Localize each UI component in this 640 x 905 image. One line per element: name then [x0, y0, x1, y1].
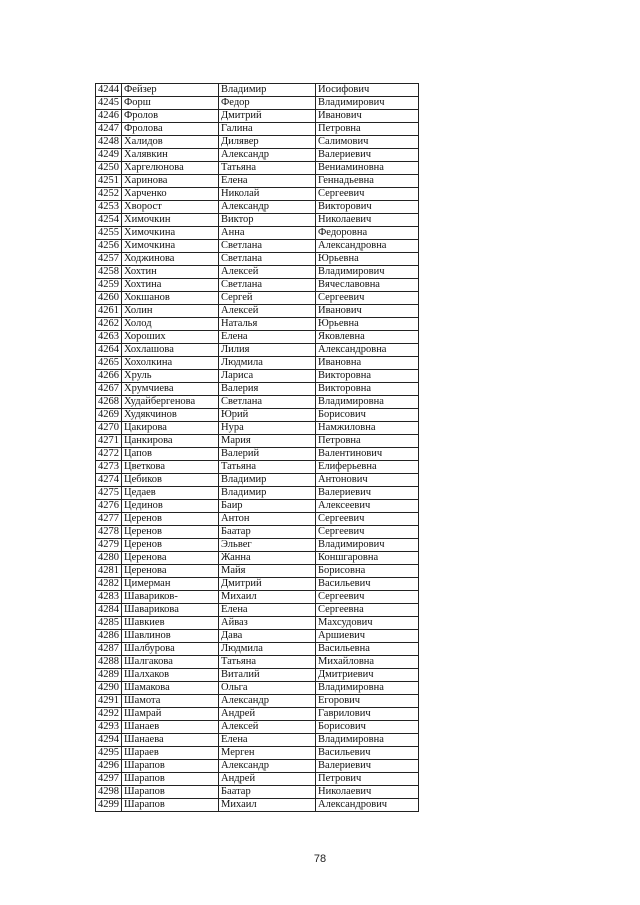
patronymic-cell: Викторовна [316, 370, 419, 383]
first-name-cell: Баатар [219, 786, 316, 799]
row-number: 4294 [96, 734, 122, 747]
last-name-cell: Шанаев [122, 721, 219, 734]
row-number: 4266 [96, 370, 122, 383]
table-row [96, 123, 419, 136]
row-number: 4257 [96, 253, 122, 266]
table-row [96, 799, 419, 812]
patronymic-cell: Вячеславовна [316, 279, 419, 292]
table-row [96, 318, 419, 331]
patronymic-cell: Михайловна [316, 656, 419, 669]
table-row [96, 136, 419, 149]
table-row [96, 370, 419, 383]
patronymic-cell: Петровна [316, 435, 419, 448]
patronymic-cell: Викторович [316, 201, 419, 214]
table-row [96, 279, 419, 292]
first-name-cell: Елена [219, 604, 316, 617]
row-number: 4268 [96, 396, 122, 409]
last-name-cell: Худайбергенова [122, 396, 219, 409]
table-row [96, 188, 419, 201]
table-row [96, 292, 419, 305]
first-name-cell: Александр [219, 760, 316, 773]
patronymic-cell: Елиферьевна [316, 461, 419, 474]
first-name-cell: Федор [219, 97, 316, 110]
last-name-cell: Хрумчиева [122, 383, 219, 396]
patronymic-cell: Александровна [316, 240, 419, 253]
row-number: 4282 [96, 578, 122, 591]
row-number: 4288 [96, 656, 122, 669]
table-row [96, 162, 419, 175]
last-name-cell: Цапов [122, 448, 219, 461]
patronymic-cell: Яковлевна [316, 331, 419, 344]
row-number: 4287 [96, 643, 122, 656]
first-name-cell: Александр [219, 149, 316, 162]
last-name-cell: Хохлашова [122, 344, 219, 357]
table-row [96, 487, 419, 500]
first-name-cell: Лилия [219, 344, 316, 357]
table-row [96, 734, 419, 747]
last-name-cell: Цветкова [122, 461, 219, 474]
row-number: 4245 [96, 97, 122, 110]
patronymic-cell: Александровна [316, 344, 419, 357]
first-name-cell: Юрий [219, 409, 316, 422]
table-row [96, 396, 419, 409]
first-name-cell: Дмитрий [219, 110, 316, 123]
patronymic-cell: Ивановна [316, 357, 419, 370]
last-name-cell: Шанаева [122, 734, 219, 747]
patronymic-cell: Егорович [316, 695, 419, 708]
patronymic-cell: Борисович [316, 409, 419, 422]
first-name-cell: Михаил [219, 591, 316, 604]
last-name-cell: Химочкина [122, 227, 219, 240]
table-row [96, 331, 419, 344]
table-row [96, 760, 419, 773]
last-name-cell: Церенов [122, 526, 219, 539]
row-number: 4274 [96, 474, 122, 487]
patronymic-cell: Иванович [316, 110, 419, 123]
patronymic-cell: Николаевич [316, 214, 419, 227]
row-number: 4250 [96, 162, 122, 175]
patronymic-cell: Сергеевич [316, 188, 419, 201]
table-row [96, 695, 419, 708]
table-row [96, 214, 419, 227]
first-name-cell: Нура [219, 422, 316, 435]
patronymic-cell: Валериевич [316, 487, 419, 500]
table-row [96, 357, 419, 370]
last-name-cell: Фейзер [122, 84, 219, 97]
row-number: 4285 [96, 617, 122, 630]
table-row [96, 513, 419, 526]
last-name-cell: Фролов [122, 110, 219, 123]
row-number: 4291 [96, 695, 122, 708]
last-name-cell: Цимерман [122, 578, 219, 591]
first-name-cell: Елена [219, 331, 316, 344]
row-number: 4247 [96, 123, 122, 136]
table-row [96, 461, 419, 474]
first-name-cell: Михаил [219, 799, 316, 812]
patronymic-cell: Николаевич [316, 786, 419, 799]
first-name-cell: Владимир [219, 474, 316, 487]
table-row [96, 617, 419, 630]
first-name-cell: Елена [219, 175, 316, 188]
last-name-cell: Химочкин [122, 214, 219, 227]
row-number: 4299 [96, 799, 122, 812]
patronymic-cell: Борисовна [316, 565, 419, 578]
table-row [96, 604, 419, 617]
first-name-cell: Татьяна [219, 162, 316, 175]
first-name-cell: Татьяна [219, 656, 316, 669]
table-row [96, 721, 419, 734]
last-name-cell: Харченко [122, 188, 219, 201]
row-number: 4248 [96, 136, 122, 149]
table-row [96, 669, 419, 682]
first-name-cell: Дилявер [219, 136, 316, 149]
patronymic-cell: Валериевич [316, 149, 419, 162]
patronymic-cell: Владимировна [316, 734, 419, 747]
first-name-cell: Сергей [219, 292, 316, 305]
first-name-cell: Татьяна [219, 461, 316, 474]
first-name-cell: Алексей [219, 266, 316, 279]
last-name-cell: Харинова [122, 175, 219, 188]
patronymic-cell: Аршиевич [316, 630, 419, 643]
table-row [96, 97, 419, 110]
patronymic-cell: Васильевна [316, 643, 419, 656]
row-number: 4293 [96, 721, 122, 734]
first-name-cell: Айваз [219, 617, 316, 630]
patronymic-cell: Борисович [316, 721, 419, 734]
last-name-cell: Хруль [122, 370, 219, 383]
last-name-cell: Харгелюнова [122, 162, 219, 175]
row-number: 4251 [96, 175, 122, 188]
last-name-cell: Шарапов [122, 799, 219, 812]
patronymic-cell: Антонович [316, 474, 419, 487]
table-row [96, 786, 419, 799]
page-number: 78 [313, 853, 327, 865]
last-name-cell: Худякчинов [122, 409, 219, 422]
row-number: 4276 [96, 500, 122, 513]
table-row [96, 435, 419, 448]
table-row [96, 305, 419, 318]
last-name-cell: Хохтин [122, 266, 219, 279]
first-name-cell: Светлана [219, 253, 316, 266]
first-name-cell: Светлана [219, 240, 316, 253]
first-name-cell: Виталий [219, 669, 316, 682]
table-row [96, 474, 419, 487]
table-row [96, 773, 419, 786]
row-number: 4262 [96, 318, 122, 331]
table-row [96, 175, 419, 188]
last-name-cell: Цебиков [122, 474, 219, 487]
last-name-cell: Шавкиев [122, 617, 219, 630]
first-name-cell: Баир [219, 500, 316, 513]
patronymic-cell: Иванович [316, 305, 419, 318]
patronymic-cell: Сергеевна [316, 604, 419, 617]
last-name-cell: Холин [122, 305, 219, 318]
last-name-cell: Хокшанов [122, 292, 219, 305]
row-number: 4264 [96, 344, 122, 357]
roster-table [95, 83, 419, 812]
last-name-cell: Хохолкина [122, 357, 219, 370]
table-row [96, 201, 419, 214]
row-number: 4277 [96, 513, 122, 526]
first-name-cell: Александр [219, 695, 316, 708]
row-number: 4281 [96, 565, 122, 578]
first-name-cell: Мерген [219, 747, 316, 760]
patronymic-cell: Александрович [316, 799, 419, 812]
patronymic-cell: Коншгаровна [316, 552, 419, 565]
patronymic-cell: Сергеевич [316, 513, 419, 526]
last-name-cell: Церенов [122, 539, 219, 552]
first-name-cell: Анна [219, 227, 316, 240]
table-row [96, 227, 419, 240]
row-number: 4256 [96, 240, 122, 253]
row-number: 4244 [96, 84, 122, 97]
last-name-cell: Шараев [122, 747, 219, 760]
first-name-cell: Эльвег [219, 539, 316, 552]
row-number: 4296 [96, 760, 122, 773]
patronymic-cell: Иосифович [316, 84, 419, 97]
row-number: 4278 [96, 526, 122, 539]
table-row [96, 643, 419, 656]
first-name-cell: Алексей [219, 305, 316, 318]
row-number: 4271 [96, 435, 122, 448]
table-row [96, 539, 419, 552]
last-name-cell: Халидов [122, 136, 219, 149]
table-row [96, 630, 419, 643]
patronymic-cell: Юрьевна [316, 253, 419, 266]
row-number: 4265 [96, 357, 122, 370]
first-name-cell: Мария [219, 435, 316, 448]
patronymic-cell: Гаврилович [316, 708, 419, 721]
table-row [96, 591, 419, 604]
first-name-cell: Николай [219, 188, 316, 201]
table-row [96, 578, 419, 591]
last-name-cell: Шамакова [122, 682, 219, 695]
patronymic-cell: Юрьевна [316, 318, 419, 331]
first-name-cell: Баатар [219, 526, 316, 539]
last-name-cell: Церенова [122, 552, 219, 565]
patronymic-cell: Сергеевич [316, 591, 419, 604]
first-name-cell: Майя [219, 565, 316, 578]
first-name-cell: Людмила [219, 643, 316, 656]
last-name-cell: Фролова [122, 123, 219, 136]
row-number: 4269 [96, 409, 122, 422]
patronymic-cell: Сергеевич [316, 526, 419, 539]
row-number: 4259 [96, 279, 122, 292]
table-row [96, 422, 419, 435]
row-number: 4275 [96, 487, 122, 500]
first-name-cell: Ольга [219, 682, 316, 695]
table-row [96, 266, 419, 279]
patronymic-cell: Сергеевич [316, 292, 419, 305]
row-number: 4252 [96, 188, 122, 201]
row-number: 4270 [96, 422, 122, 435]
patronymic-cell: Владимирович [316, 539, 419, 552]
row-number: 4297 [96, 773, 122, 786]
table-row [96, 344, 419, 357]
patronymic-cell: Алексеевич [316, 500, 419, 513]
row-number: 4272 [96, 448, 122, 461]
table-row [96, 110, 419, 123]
row-number: 4253 [96, 201, 122, 214]
patronymic-cell: Владимировна [316, 396, 419, 409]
first-name-cell: Дмитрий [219, 578, 316, 591]
row-number: 4283 [96, 591, 122, 604]
table-row [96, 240, 419, 253]
first-name-cell: Людмила [219, 357, 316, 370]
first-name-cell: Алексей [219, 721, 316, 734]
first-name-cell: Галина [219, 123, 316, 136]
patronymic-cell: Махсудович [316, 617, 419, 630]
last-name-cell: Шарапов [122, 786, 219, 799]
row-number: 4298 [96, 786, 122, 799]
table-row [96, 656, 419, 669]
row-number: 4284 [96, 604, 122, 617]
last-name-cell: Цакирова [122, 422, 219, 435]
last-name-cell: Хворост [122, 201, 219, 214]
last-name-cell: Цедаев [122, 487, 219, 500]
row-number: 4289 [96, 669, 122, 682]
first-name-cell: Жанна [219, 552, 316, 565]
first-name-cell: Валерий [219, 448, 316, 461]
patronymic-cell: Васильевич [316, 578, 419, 591]
roster-body [96, 84, 419, 812]
row-number: 4273 [96, 461, 122, 474]
row-number: 4246 [96, 110, 122, 123]
first-name-cell: Наталья [219, 318, 316, 331]
patronymic-cell: Дмитриевич [316, 669, 419, 682]
last-name-cell: Шамота [122, 695, 219, 708]
last-name-cell: Шавлинов [122, 630, 219, 643]
patronymic-cell: Петрович [316, 773, 419, 786]
last-name-cell: Ходжинова [122, 253, 219, 266]
first-name-cell: Андрей [219, 773, 316, 786]
table-row [96, 500, 419, 513]
last-name-cell: Шарапов [122, 773, 219, 786]
table-row [96, 84, 419, 97]
first-name-cell: Валерия [219, 383, 316, 396]
patronymic-cell: Намжиловна [316, 422, 419, 435]
last-name-cell: Шалбурова [122, 643, 219, 656]
row-number: 4261 [96, 305, 122, 318]
row-number: 4260 [96, 292, 122, 305]
row-number: 4295 [96, 747, 122, 760]
patronymic-cell: Федоровна [316, 227, 419, 240]
row-number: 4249 [96, 149, 122, 162]
row-number: 4286 [96, 630, 122, 643]
last-name-cell: Хохтина [122, 279, 219, 292]
last-name-cell: Цединов [122, 500, 219, 513]
last-name-cell: Церенов [122, 513, 219, 526]
first-name-cell: Лариса [219, 370, 316, 383]
first-name-cell: Дава [219, 630, 316, 643]
table-row [96, 565, 419, 578]
table-row [96, 383, 419, 396]
last-name-cell: Халявкин [122, 149, 219, 162]
last-name-cell: Церенова [122, 565, 219, 578]
patronymic-cell: Вениаминовна [316, 162, 419, 175]
table-row [96, 708, 419, 721]
patronymic-cell: Владимирович [316, 97, 419, 110]
table-row [96, 409, 419, 422]
last-name-cell: Шалгакова [122, 656, 219, 669]
row-number: 4290 [96, 682, 122, 695]
table-row [96, 552, 419, 565]
first-name-cell: Светлана [219, 279, 316, 292]
row-number: 4263 [96, 331, 122, 344]
row-number: 4254 [96, 214, 122, 227]
last-name-cell: Шавариков- [122, 591, 219, 604]
first-name-cell: Светлана [219, 396, 316, 409]
last-name-cell: Шалхаков [122, 669, 219, 682]
patronymic-cell: Викторовна [316, 383, 419, 396]
last-name-cell: Форш [122, 97, 219, 110]
row-number: 4258 [96, 266, 122, 279]
first-name-cell: Владимир [219, 487, 316, 500]
row-number: 4255 [96, 227, 122, 240]
table-row [96, 747, 419, 760]
patronymic-cell: Салимович [316, 136, 419, 149]
last-name-cell: Шаварикова [122, 604, 219, 617]
table-row [96, 253, 419, 266]
first-name-cell: Александр [219, 201, 316, 214]
patronymic-cell: Валентинович [316, 448, 419, 461]
first-name-cell: Елена [219, 734, 316, 747]
first-name-cell: Антон [219, 513, 316, 526]
first-name-cell: Владимир [219, 84, 316, 97]
patronymic-cell: Васильевич [316, 747, 419, 760]
table-row [96, 526, 419, 539]
last-name-cell: Химочкина [122, 240, 219, 253]
last-name-cell: Цанкирова [122, 435, 219, 448]
table-row [96, 448, 419, 461]
last-name-cell: Холод [122, 318, 219, 331]
row-number: 4292 [96, 708, 122, 721]
patronymic-cell: Геннадьевна [316, 175, 419, 188]
first-name-cell: Андрей [219, 708, 316, 721]
table-row [96, 149, 419, 162]
patronymic-cell: Владимирович [316, 266, 419, 279]
row-number: 4280 [96, 552, 122, 565]
patronymic-cell: Владимировна [316, 682, 419, 695]
last-name-cell: Шарапов [122, 760, 219, 773]
table-row [96, 682, 419, 695]
row-number: 4279 [96, 539, 122, 552]
patronymic-cell: Петровна [316, 123, 419, 136]
row-number: 4267 [96, 383, 122, 396]
patronymic-cell: Валериевич [316, 760, 419, 773]
first-name-cell: Виктор [219, 214, 316, 227]
last-name-cell: Хороших [122, 331, 219, 344]
last-name-cell: Шамрай [122, 708, 219, 721]
